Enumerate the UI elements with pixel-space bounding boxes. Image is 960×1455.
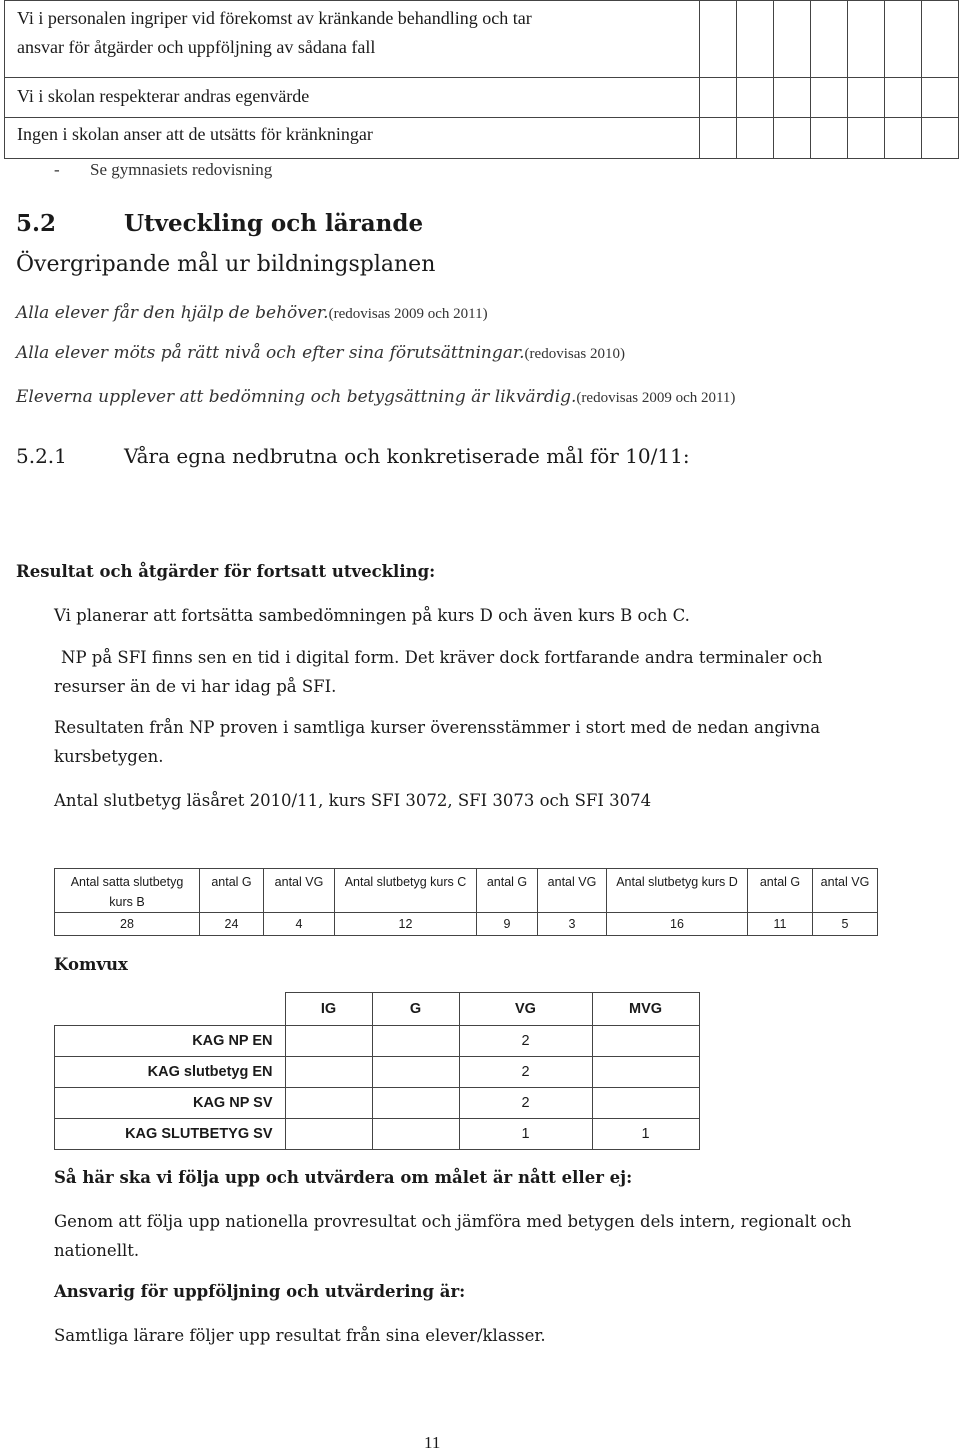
rating-cell (774, 1, 811, 78)
statement-row (5, 118, 959, 159)
grades-header-cell: Antal satta slutbetyg kurs B (55, 869, 200, 913)
subsection-title: Våra egna nedbrutna och konkretiserade mål för 10/11: (124, 444, 690, 468)
followup-heading: Så här ska vi följa upp och utvärdera om målet är nått eller ej: (54, 1168, 633, 1187)
komvux-row-label: KAG NP EN (55, 1026, 286, 1057)
rating-cell (922, 118, 959, 159)
komvux-cell: 2 (459, 1026, 592, 1057)
rating-cell (737, 1, 774, 78)
rating-cell (885, 118, 922, 159)
komvux-header-cell: MVG (592, 993, 699, 1026)
goal-item (16, 386, 735, 407)
komvux-row-label: KAG NP SV (55, 1088, 286, 1119)
komvux-header-row (55, 993, 700, 1026)
followup-text: Genom att följa upp nationella provresultat och jämföra med betygen dels intern, regionalt och nationellt. (54, 1212, 852, 1260)
subsection-number: 5.2.1 (16, 444, 67, 468)
bullet-dash: - (54, 160, 60, 179)
results-paragraph: Vi planerar att fortsätta sambedömningen på kurs D och även kurs B och C. (54, 606, 690, 625)
komvux-row (55, 1088, 700, 1119)
grades-header-cell: antal VG (813, 869, 878, 913)
grades-value-cell: 3 (538, 913, 607, 936)
grades-header-cell: Antal slutbetyg kurs D (607, 869, 748, 913)
goal-text: Eleverna upplever att bedömning och betygsättning är likvärdig. (16, 387, 577, 407)
rating-cell (811, 1, 848, 78)
komvux-cell (372, 1119, 459, 1150)
section-number: 5.2 (16, 210, 57, 237)
grades-value-cell: 9 (477, 913, 538, 936)
komvux-header-cell (55, 993, 286, 1026)
results-paragraph: NP på SFI finns sen en tid i digital form. Det kräver dock fortfarande andra terminaler och resurser än de vi har idag på SFI. (54, 648, 823, 696)
page-number: 11 (424, 1433, 441, 1452)
komvux-table (54, 992, 700, 1150)
komvux-row-label: KAG slutbetyg EN (55, 1057, 286, 1088)
statement-text: ansvar för åtgärder och uppföljning av sådana fall (17, 37, 376, 57)
rating-cell (700, 1, 737, 78)
goal-item (16, 302, 488, 323)
komvux-row (55, 1026, 700, 1057)
komvux-label: Komvux (54, 955, 128, 974)
grades-header-cell: antal VG (538, 869, 607, 913)
komvux-cell (285, 1057, 372, 1088)
grades-value-row (55, 913, 878, 936)
grades-value-cell: 11 (748, 913, 813, 936)
komvux-header-cell: G (372, 993, 459, 1026)
grades-table (54, 868, 878, 936)
goal-note: (redovisas 2009 och 2011) (328, 306, 488, 322)
komvux-row (55, 1119, 700, 1150)
statement-cell (5, 118, 700, 159)
grades-value-cell: 4 (264, 913, 335, 936)
statement-row (5, 78, 959, 118)
grades-header-cell: antal G (200, 869, 264, 913)
komvux-header-cell: IG (285, 993, 372, 1026)
komvux-row-label: KAG SLUTBETYG SV (55, 1119, 286, 1150)
grades-header-cell: antal VG (264, 869, 335, 913)
grades-value-cell: 5 (813, 913, 878, 936)
rating-cell (811, 78, 848, 118)
komvux-row (55, 1057, 700, 1088)
section-heading (16, 210, 423, 237)
goal-text: Alla elever får den hjälp de behöver. (16, 303, 329, 323)
grades-value-cell: 16 (607, 913, 748, 936)
goal-note: (redovisas 2009 och 2011) (576, 390, 736, 406)
bullet-text: Se gymnasiets redovisning (90, 160, 273, 179)
rating-cell (811, 118, 848, 159)
komvux-cell (592, 1088, 699, 1119)
results-paragraph: Resultaten från NP proven i samtliga kurser överensstämmer i stort med de nedan angivna kursbetygen. (54, 718, 821, 766)
rating-cell (848, 78, 885, 118)
komvux-cell: 1 (592, 1119, 699, 1150)
grades-header-cell: Antal slutbetyg kurs C (335, 869, 477, 913)
statement-text: Ingen i skolan anser att de utsätts för kränkningar (17, 124, 373, 144)
subsection-heading (16, 444, 690, 468)
goal-item (16, 342, 625, 363)
goal-note: (redovisas 2010) (524, 346, 625, 362)
statement-text: Vi i skolan respekterar andras egenvärde (17, 86, 310, 106)
komvux-cell (285, 1026, 372, 1057)
komvux-cell: 2 (459, 1088, 592, 1119)
rating-cell (922, 1, 959, 78)
grades-value-cell: 24 (200, 913, 264, 936)
rating-cell (737, 118, 774, 159)
responsible-text: Samtliga lärare följer upp resultat från sina elever/klasser. (54, 1326, 546, 1345)
rating-cell (774, 78, 811, 118)
rating-cell (848, 118, 885, 159)
results-heading: Resultat och åtgärder för fortsatt utveckling: (16, 562, 436, 581)
rating-cell (700, 118, 737, 159)
komvux-cell (372, 1026, 459, 1057)
statement-table (4, 0, 959, 159)
komvux-cell (372, 1088, 459, 1119)
goal-text: Alla elever möts på rätt nivå och efter sina förutsättningar. (16, 343, 525, 363)
rating-cell (774, 118, 811, 159)
rating-cell (885, 1, 922, 78)
responsible-heading: Ansvarig för uppföljning och utvärdering är: (54, 1282, 466, 1301)
komvux-header-cell: VG (459, 993, 592, 1026)
rating-cell (922, 78, 959, 118)
komvux-cell: 1 (459, 1119, 592, 1150)
statement-cell (5, 78, 700, 118)
bullet-item (54, 160, 272, 180)
statement-text: Vi i personalen ingriper vid förekomst av kränkande behandling och tar (17, 8, 532, 28)
section-title: Utveckling och lärande (124, 210, 424, 237)
rating-cell (700, 78, 737, 118)
komvux-cell (592, 1057, 699, 1088)
results-paragraph: Antal slutbetyg läsåret 2010/11, kurs SFI 3072, SFI 3073 och SFI 3074 (54, 791, 652, 810)
grades-value-cell: 12 (335, 913, 477, 936)
komvux-cell (285, 1088, 372, 1119)
rating-cell (737, 78, 774, 118)
grades-header-row (55, 869, 878, 913)
komvux-cell (372, 1057, 459, 1088)
statement-cell (5, 1, 700, 78)
komvux-cell (592, 1026, 699, 1057)
komvux-cell (285, 1119, 372, 1150)
section-subtitle: Övergripande mål ur bildningsplanen (16, 252, 436, 277)
grades-header-cell: antal G (477, 869, 538, 913)
komvux-cell: 2 (459, 1057, 592, 1088)
rating-cell (885, 78, 922, 118)
grades-value-cell: 28 (55, 913, 200, 936)
grades-header-cell: antal G (748, 869, 813, 913)
statement-row (5, 1, 959, 78)
rating-cell (848, 1, 885, 78)
